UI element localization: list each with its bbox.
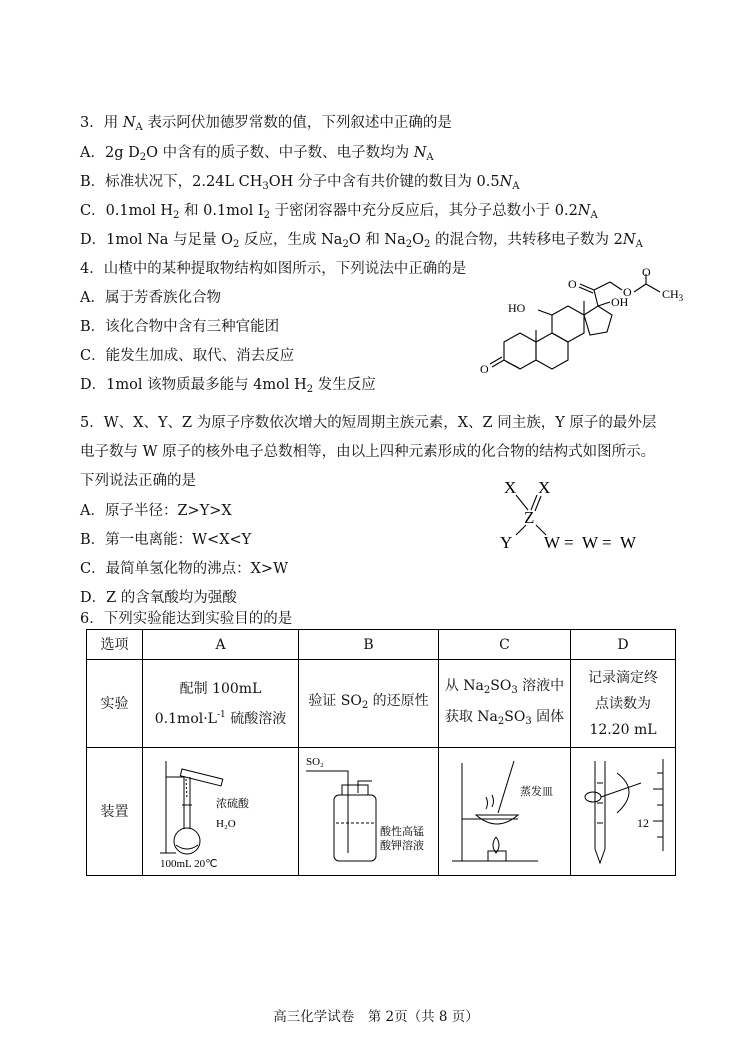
label-x1: X: [504, 478, 517, 497]
q3-option-b: B．标准状况下，2.24L $CH_3OH$ 分子中含有共价键的数目为 $0.5N_A$: [80, 174, 520, 192]
steam: [486, 795, 494, 809]
label-w3: W: [620, 533, 637, 552]
label-y: Y: [500, 533, 513, 552]
exp-c-line2: 获取 $Na_2SO_3$ 固体: [444, 708, 565, 727]
label-flask: 100mL 20℃: [159, 857, 217, 870]
eye-icon: [585, 792, 601, 802]
steroid-structure-figure: [468, 265, 718, 397]
evaporation-apparatus: [442, 753, 568, 871]
ho-bond: [538, 310, 552, 315]
table-header-row: [87, 630, 676, 660]
q5-option-d: D．Z 的含氧酸均为强酸: [80, 590, 237, 606]
ketone-bond-a: [492, 360, 504, 367]
stopper: [342, 785, 368, 795]
exp-c-line1: 从 $Na_2SO_3$ 溶液中: [444, 677, 565, 696]
q5-stem-1: 5．W、X、Y、Z 为原子序数依次增大的短周期主族元素，X、Z 同主族，Y 原子的最外层: [80, 415, 657, 431]
ring-d: [584, 306, 612, 335]
burette-apparatus: [573, 753, 673, 871]
cell-exp-c: [439, 660, 571, 748]
glass-rod: [498, 761, 514, 813]
cell-exp-a: [143, 660, 299, 748]
cell-app-b: [299, 748, 439, 876]
q4-option-b: B．该化合物中含有三种官能团: [80, 319, 280, 335]
gas-washing-bottle-apparatus: [302, 753, 436, 871]
label-kmno4-1: 酸性高锰: [379, 825, 424, 838]
magnify-arc: [617, 773, 629, 813]
q5-stem-2: 电子数与 W 原子的核外电子总数相等，由以上四种元素形成的化合物的结构式如图所示。: [80, 444, 656, 460]
bottle: [334, 795, 376, 861]
ring-a-double-bond: [507, 362, 519, 368]
ketone-bond-a2: [490, 357, 502, 364]
exp-d-line1: 记录滴定终: [588, 669, 658, 686]
header-c: C: [439, 630, 571, 660]
label-evaporating-dish: 蒸发皿: [519, 785, 553, 798]
header-d: D: [571, 630, 676, 660]
q3-option-c: C．0.1mol $H_2$ 和 0.1mol $I_2$ 于密闭容器中充分反应后，其分子总数小于 $0.2N_A$: [80, 203, 598, 221]
label-eq1: =: [564, 533, 574, 552]
label-scale-12: 12: [637, 815, 649, 830]
q3-option-d: D．1mol Na 与足量 $O_2$ 反应，生成 $Na_2O$ 和 $Na_2O_2$ 的混合物，共转移电子数为 $2N_A$: [80, 232, 643, 250]
exp-d-line2: 点读数为: [595, 695, 651, 712]
q4-option-a: A．属于芳香族化合物: [80, 290, 221, 306]
q5-option-b: B．第一电离能：W<X<Y: [80, 532, 252, 548]
label-o-ring: O: [480, 362, 489, 376]
q4-stem: 4．山楂中的某种提取物结构如图所示，下列说法中正确的是: [80, 261, 467, 277]
flask-bulb: [174, 828, 200, 854]
pour-stream: [186, 779, 187, 799]
cell-app-a: [143, 748, 299, 876]
ring-c: [552, 306, 584, 342]
flask-liquid: [176, 845, 198, 849]
oh-bond: [598, 302, 610, 306]
table-apparatus-row: [87, 748, 676, 876]
page-footer: 高三化学试卷 第 2页（共 8 页）: [273, 1009, 479, 1025]
ketone-bond-20b: [579, 287, 593, 293]
header-a: A: [143, 630, 299, 660]
cell-exp-b: 验证 $SO_2$ 的还原性: [299, 660, 439, 748]
compound-structure-figure: [490, 475, 660, 560]
sight-line: [601, 783, 641, 797]
q3-option-a: A．2g $D_2O$ 中含有的质子数、中子数、电子数均为 $N_A$: [80, 145, 434, 163]
label-water: H₂O: [215, 817, 236, 830]
side-chain-1: [594, 290, 598, 306]
label-z: Z: [524, 508, 535, 527]
label-w1: W: [544, 533, 561, 552]
q3-stem: 3．用 $N_A$ 表示阿伏加德罗常数的值，下列叙述中正确的是: [80, 115, 452, 133]
label-ch3: $CH_3$: [662, 287, 684, 303]
label-conc-acid: 浓硫酸: [215, 797, 249, 810]
header-b: B: [299, 630, 439, 660]
label-w2: W: [582, 533, 599, 552]
volumetric-flask-apparatus: [146, 753, 296, 871]
burette-tip: [595, 849, 605, 863]
q4-option-d: D．1mol 该物质最多能与 4mol $H_2$ 发生反应: [80, 377, 376, 395]
row-label-experiment: 实验: [87, 660, 143, 748]
cell-app-d: [571, 748, 676, 876]
inlet-tube: [328, 771, 348, 853]
q5-option-a: A．原子半径：Z>Y>X: [80, 503, 232, 519]
exp-a-line1: 配制 100mL: [179, 680, 262, 697]
label-kmno4-2: 酸钾溶液: [379, 839, 424, 852]
q5-option-c: C．最简单氢化物的沸点：X>W: [80, 561, 288, 577]
alcohol-lamp: [488, 851, 506, 861]
cell-exp-d: [571, 660, 676, 748]
q6-table: [86, 629, 676, 876]
outlet-tube: [358, 781, 372, 793]
exp-d-line3: 12.20 mL: [589, 721, 657, 738]
label-eq2: =: [602, 533, 612, 552]
ketone-bond-20: [580, 284, 594, 290]
q6-stem: 6．下列实验能达到实验目的的是: [80, 611, 293, 627]
ester-bond2: [646, 284, 660, 292]
label-o-acyl: O: [642, 265, 651, 279]
ester-bond: [634, 284, 646, 292]
q4-option-c: C．能发生加成、取代、消去反应: [80, 348, 295, 364]
label-ho: HO: [508, 301, 526, 315]
label-o-ester: O: [623, 285, 632, 299]
header-option: 选项: [87, 630, 143, 660]
ring-b: [536, 333, 568, 369]
label-oh: OH: [611, 295, 629, 309]
ring-a: [504, 333, 536, 369]
label-x2: X: [538, 478, 551, 497]
side-chain-3: [610, 282, 622, 290]
label-o-ketone: O: [568, 277, 577, 291]
label-so2-gas: SO₂: [305, 755, 324, 768]
cell-app-c: [439, 748, 571, 876]
row-label-apparatus: 装置: [87, 748, 143, 876]
exp-a-line2: $0.1mol\cdot L^{-1}$ 硫酸溶液: [154, 709, 287, 727]
side-chain-2: [594, 282, 610, 290]
table-experiment-row: [87, 660, 676, 748]
q5-stem-3: 下列说法正确的是: [80, 473, 196, 489]
